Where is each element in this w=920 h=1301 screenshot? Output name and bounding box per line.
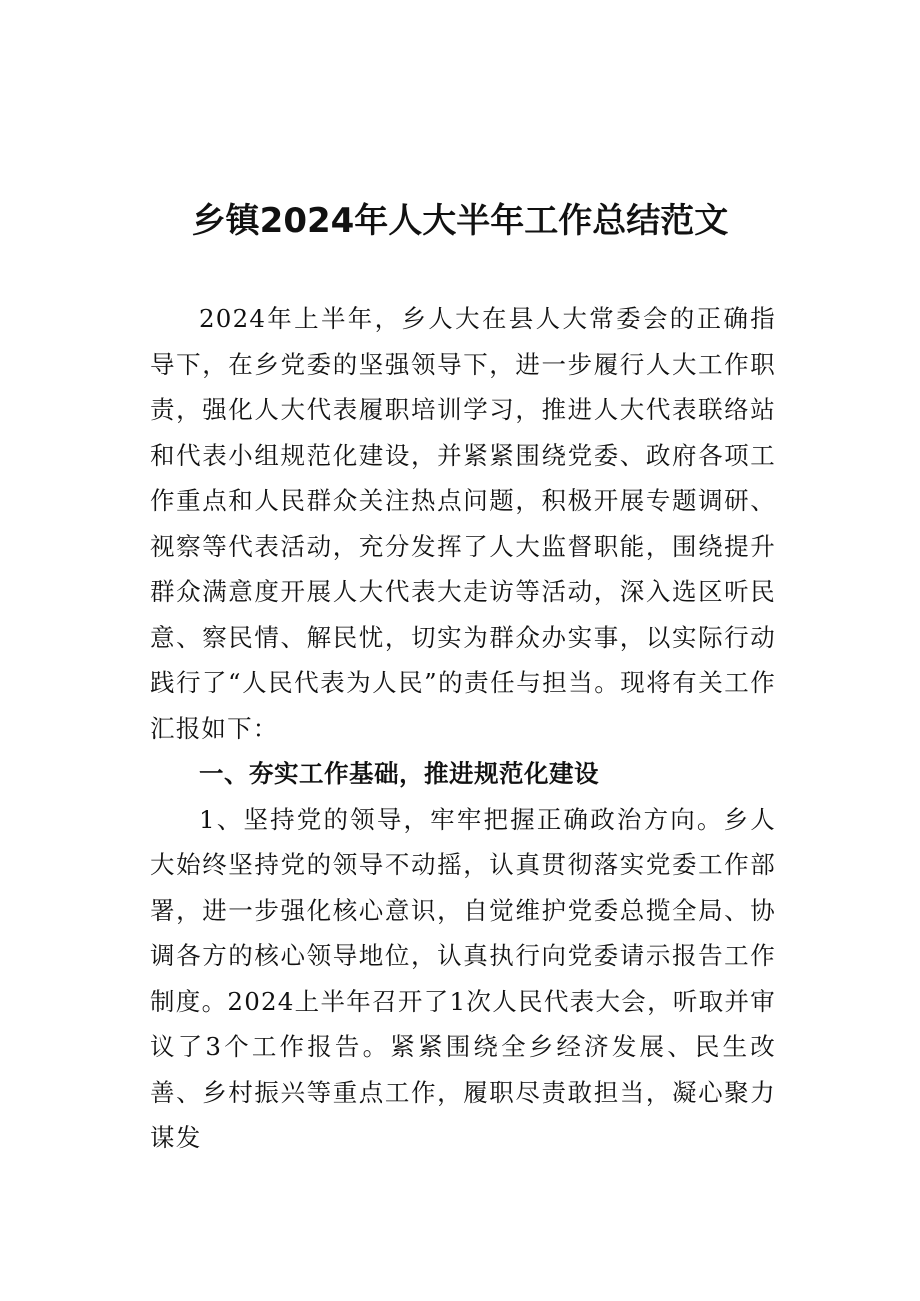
document-title: 乡镇2024年人大半年工作总结范文	[191, 201, 729, 241]
intro-paragraph: 2024年上半年，乡人大在县人大常委会的正确指导下，在乡党委的坚强领导下，进一步履行人大工作职责，强化人大代表履职培训学习，推进人大代表联络站和代表小组规范化建设，并紧紧围绕党委、政府各项工作重点和人民群众关注热点问题，积极开展专题调研、视察等代表活动，充分发挥了人大监督职能，围绕提升群众满意度开展人大代表大走访等活动，深入选区听民意、察民情、解民忧，切实为群众办实事，以实际行动践行了“人民代表为人民”的责任与担当。现将有关工作汇报如下：	[150, 304, 776, 743]
section-heading-1: 一、夯实工作基础，推进规范化建设	[199, 759, 599, 788]
document-body	[150, 296, 776, 1161]
section-1-paragraph-1: 1、坚持党的领导，牢牢把握正确政治方向。乡人大始终坚持党的领导不动摇，认真贯彻落实党委工作部署，进一步强化核心意识，自觉维护党委总揽全局、协调各方的核心领导地位，认真执行向党委请示报告工作制度。2024上半年召开了1次人民代表大会，听取并审议了3个工作报告。紧紧围绕全乡经济发展、民生改善、乡村振兴等重点工作，履职尽责敢担当，凝心聚力谋发	[150, 804, 776, 1152]
